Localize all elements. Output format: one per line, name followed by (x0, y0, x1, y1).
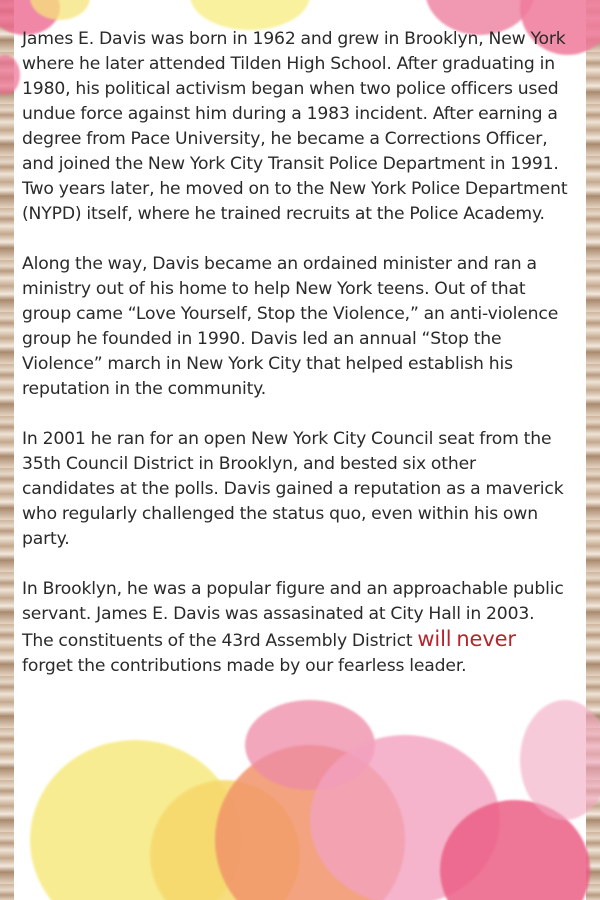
splash-pink-side-left (0, 55, 20, 95)
paragraph-ministry: Along the way, Davis became an ordained minister and ran a ministry out of his home to help New York teens. Out of that group came “Love Yourself, Stop the Violence,” an anti-violence group he founded in 1990. Davis led an annual “Stop the Violence” march in New York City that helped establish his reputation in the community. (22, 254, 559, 399)
paragraph-council: In 2001 he ran for an open New York City Council seat from the 35th Council District in Brooklyn, and bested six other candidates at the polls. Davis gained a reputation as a maverick who regularly challenged the status quo, even within his own party. (22, 429, 564, 549)
highlight-will: will (417, 627, 452, 651)
article-body (22, 27, 570, 704)
splash-pink-bottom-edge (520, 700, 600, 820)
legacy-text-start: In Brooklyn, he was a popular figure and an approachable public servant. James E. Davis was assasinated at City Hall in 2003. The constituents of the 43rd Assembly District (22, 579, 564, 651)
legacy-text-end: forget the contributions made by our fearless leader. (22, 656, 467, 676)
paragraph-legacy (22, 577, 570, 679)
wood-strip-left (0, 0, 14, 900)
splash-yellow-top (190, 0, 310, 30)
highlight-never: never (456, 627, 516, 651)
paragraph-biography: James E. Davis was born in 1962 and grew in Brooklyn, New York where he later attended Tilden High School. After graduating in 1980, his political activism began when two police officers used undue force against him during a 1983 incident. After earning a degree from Pace University, he became a Corrections Officer, and joined the New York City Transit Police Department in 1991. Two years later, he moved on to the New York Police Department (NYPD) itself, where he trained recruits at the Police Academy. (22, 29, 568, 224)
